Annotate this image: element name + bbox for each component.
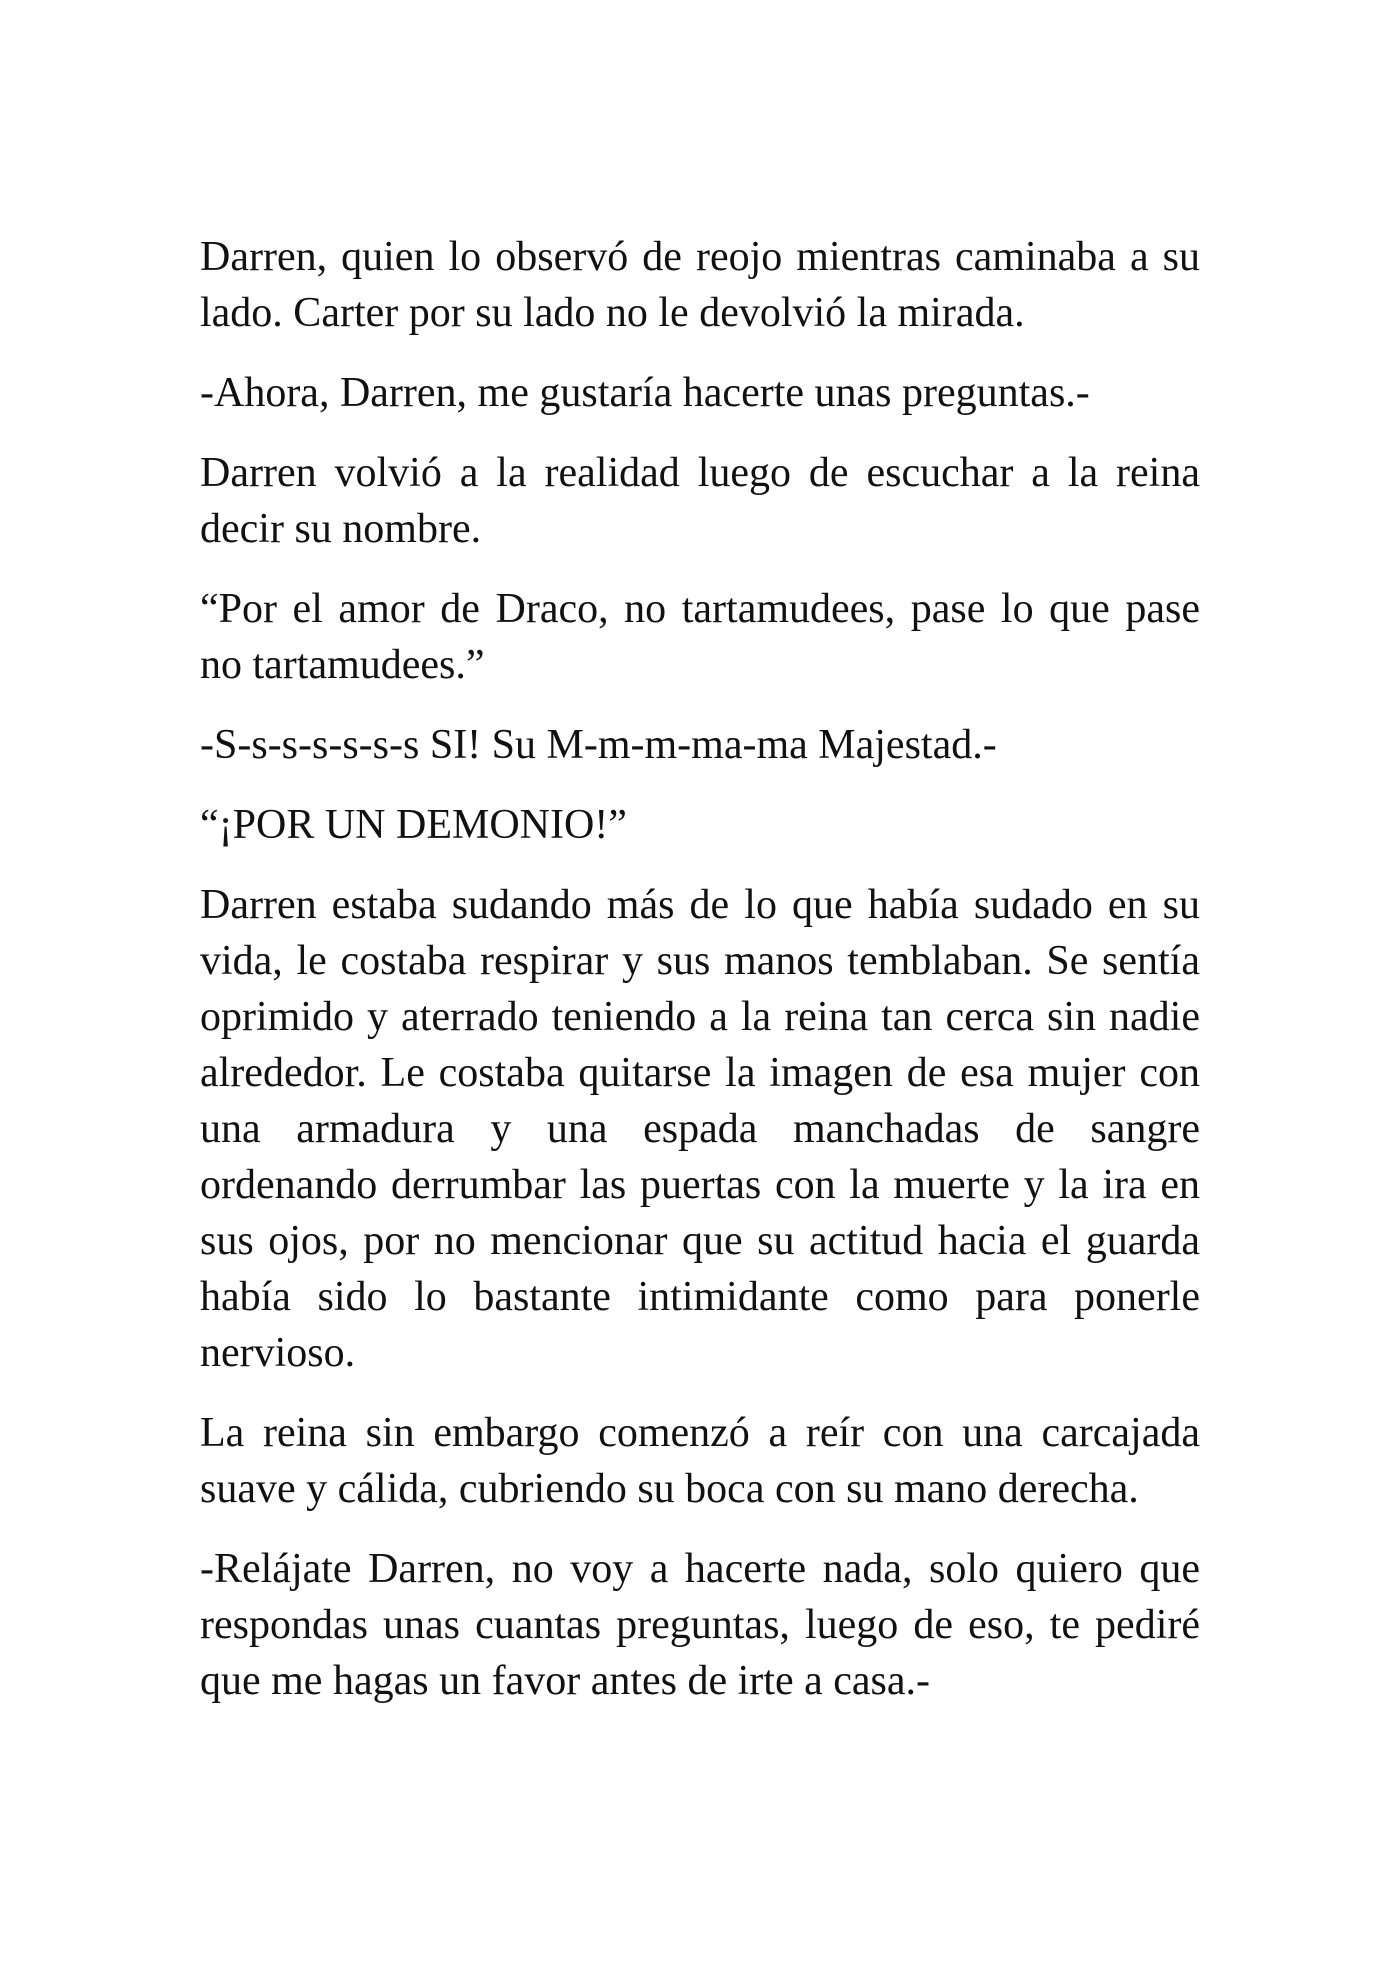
- dialogue-paragraph: -Relájate Darren, no voy a hacerte nada, solo quiero que respondas unas cuantas preguntas, luego de eso, te pediré que me hagas un favor antes de irte a casa.-: [200, 1546, 1200, 1704]
- body-text: [200, 229, 1200, 1733]
- dialogue-paragraph: -S-s-s-s-s-s-s SI! Su M-m-m-ma-ma Majestad.-: [200, 722, 997, 768]
- paragraph: Darren, quien lo observó de reojo mientras caminaba a su lado. Carter por su lado no le devolvió la mirada.: [200, 234, 1200, 336]
- paragraph: Darren volvió a la realidad luego de escuchar a la reina decir su nombre.: [200, 450, 1200, 552]
- paragraph: La reina sin embargo comenzó a reír con una carcajada suave y cálida, cubriendo su boca con su mano derecha.: [200, 1410, 1200, 1512]
- thought-paragraph: “Por el amor de Draco, no tartamudees, pase lo que pase no tartamudees.”: [200, 586, 1200, 688]
- thought-paragraph: “¡POR UN DEMONIO!”: [200, 802, 627, 848]
- dialogue-paragraph: -Ahora, Darren, me gustaría hacerte unas preguntas.-: [200, 370, 1090, 416]
- paragraph: Darren estaba sudando más de lo que había sudado en su vida, le costaba respirar y sus manos temblaban. Se sentía oprimido y aterrado teniendo a la reina tan cerca sin nadie alrededor. Le costaba quitarse la imagen de esa mujer con una armadura y una espada manchadas de sangre ordenando derrumbar las puertas con la muerte y la ira en sus ojos, por no mencionar que su actitud hacia el guarda había sido lo bastante intimidante como para ponerle nervioso.: [200, 882, 1200, 1376]
